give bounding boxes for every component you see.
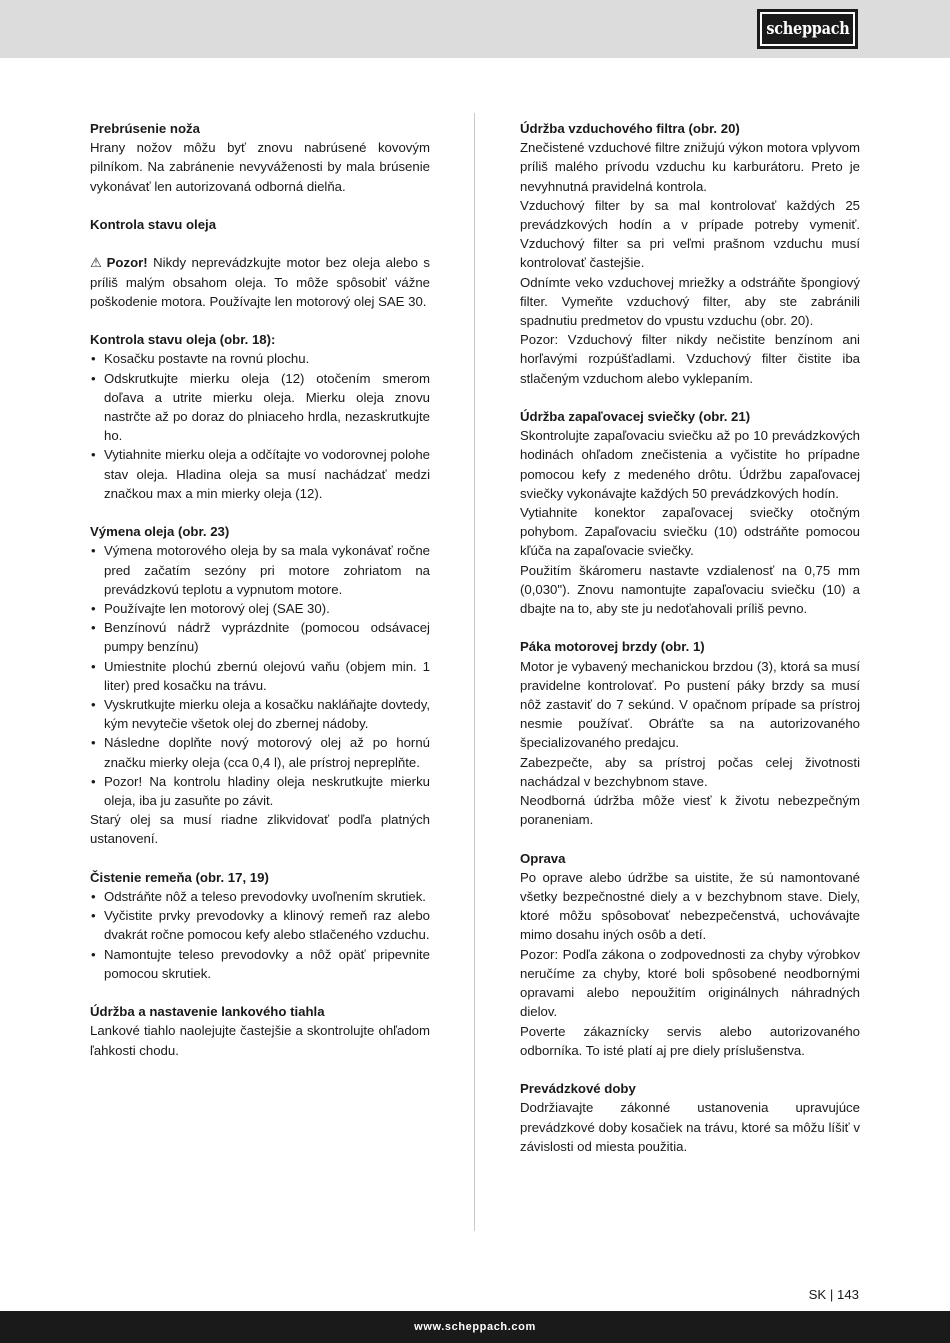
footer-url: www.scheppach.com — [414, 1321, 536, 1333]
section-motor-brake — [520, 637, 860, 829]
list-item: • Vytiahnite mierku oleja a odčítajte vo vodorovnej polohe stav oleja. Hladina oleja sa musí nachádzať medzi značkou max a min mierky oleja (12). — [90, 445, 430, 503]
section-title: Prevádzkové doby — [520, 1081, 636, 1097]
section-title: Údržba a nastavenie lankového tiahla — [90, 1004, 325, 1020]
section-text: Po oprave alebo údržbe sa uistite, že sú namontované všetky bezpečnostné diely a v bezchybnom stave. Diely, ktoré môžu spôsobovať nebezpečenstvá, uchovávajte mimo dosahu iných osôb a detí. — [520, 869, 860, 943]
warning-text — [90, 253, 430, 311]
section-oil-change — [90, 522, 430, 848]
scheppach-logo — [757, 9, 858, 49]
section-text: Neodborná údržba môže viesť k životu nebezpečným poraneniam. — [520, 793, 860, 828]
list-item: • Používajte len motorový olej (SAE 30). — [90, 599, 430, 618]
list-item: • Namontujte teleso prevodovky a nôž opäť pripevnite pomocou skrutiek. — [90, 945, 430, 983]
section-text: Hrany nožov môžu byť znovu nabrúsené kovovým pilníkom. Na zabránenie nevyváženosti by mala brúsenie vykonávať len autorizovaná odborná dielňa. — [90, 140, 430, 194]
section-air-filter — [520, 119, 860, 388]
section-title: Čistenie remeňa (obr. 17, 19) — [90, 869, 269, 885]
section-title: Páka motorovej brzdy (obr. 1) — [520, 639, 705, 655]
section-belt-cleaning — [90, 868, 430, 983]
page-number: SK | 143 — [808, 1287, 859, 1302]
section-title: Kontrola stavu oleja (obr. 18): — [90, 332, 276, 348]
section-spark-plug — [520, 407, 860, 618]
list-item: • Benzínovú nádrž vyprázdnite (pomocou odsávacej pumpy benzínu) — [90, 618, 430, 656]
list-item: • Odstráňte nôž a teleso prevodovky uvoľnením skrutiek. — [90, 887, 430, 906]
list-item: • Pozor! Na kontrolu hladiny oleja neskrutkujte mierku oleja, iba ju zasuňte po závit. — [90, 772, 430, 810]
section-text: Použitím škáromeru nastavte vzdialenosť na 0,75 mm (0,030"). Znovu namontujte zapaľovaciu sviečku (10) a dbajte na to, aby ste ju nedoťahovali príliš pevno. — [520, 562, 860, 617]
bullet-list — [90, 349, 430, 503]
section-text: Pozor: Vzduchový filter nikdy nečistite benzínom ani horľavými rozpúšťadlami. Vzduchový filter čistite iba stlačeným vzduchom alebo vyklepaním. — [520, 332, 860, 386]
section-text: Vytiahnite konektor zapaľovacej sviečky otočným pohybom. Zapaľovaciu sviečku (10) odstráňte pomocou kľúča na zapaľovacie sviečky. — [520, 505, 860, 559]
section-title: Výmena oleja (obr. 23) — [90, 524, 230, 540]
page-footer — [0, 1311, 950, 1343]
bullet-list — [90, 541, 430, 810]
page-header — [0, 0, 950, 58]
warning-triangle-icon: ⚠ — [90, 255, 104, 271]
section-text: Odnímte veko vzduchovej mriežky a odstráňte špongiový filter. Vymeňte vzduchový filter, aby ste zabránili spadnutiu predmetov do vpustu vzduchu (obr. 20). — [520, 274, 860, 329]
section-text: Lankové tiahlo naolejujte častejšie a skontrolujte ohľadom ľahkosti chodu. — [90, 1023, 430, 1058]
section-text: Znečistené vzduchové filtre znižujú výkon motora vplyvom príliš malého prívodu vzduchu ku karburátoru. Preto je nevyhnutná pravidelná kontrola. — [520, 140, 860, 194]
section-oil-level-heading — [90, 215, 430, 234]
list-item: • Následne doplňte nový motorový olej až po hornú značku mierky oleja (cca 0,4 l), ale prístroj nepreplňte. — [90, 733, 430, 771]
section-oil-level-check — [90, 330, 430, 503]
section-cable-maintenance — [90, 1002, 430, 1060]
section-warning — [90, 253, 430, 311]
logo-text: scheppach — [765, 19, 850, 39]
left-column — [90, 119, 430, 1079]
section-text: Vzduchový filter by sa mal kontrolovať každých 25 prevádzkových hodín a v prípade potreby vymeniť. Vzduchový filter sa pri veľmi prašnom vzduchu musí kontrolovať častejšie. — [520, 197, 860, 271]
section-text: Skontrolujte zapaľovaciu sviečku až po 10 prevádzkových hodinách ohľadom znečistenia a vyčistite ho prípadne pomocou kefy z medeného drôtu. Údržbu zapaľovacej sviečky vykonávajte každých 50 prevádzkových hodín. — [520, 428, 860, 501]
column-divider — [474, 113, 475, 1231]
list-item: • Odskrutkujte mierku oleja (12) otočením smerom doľava a utrite mierku oleja. Mierku oleja znovu nastrčte až po doraz do plniaceho hrdla, nezaskrutkujte ho. — [90, 369, 430, 446]
section-title: Kontrola stavu oleja — [90, 217, 217, 232]
section-operating-times — [520, 1079, 860, 1156]
section-title: Oprava — [520, 850, 566, 866]
section-text: Poverte zákaznícky servis alebo autorizovaného odborníka. To isté platí aj pre diely príslušenstva. — [520, 1023, 860, 1058]
section-text: Pozor: Podľa zákona o zodpovednosti za chyby výrobkov neručíme za chyby, ktoré boli spôsobené neodbornými opravami alebo nepoužitím originálnych náhradných dielov. — [520, 946, 860, 1020]
section-title: Prebrúsenie noža — [90, 121, 200, 136]
section-text: Dodržiavajte zákonné ustanovenia upravujúce prevádzkové doby kosačiek na trávu, ktoré sa môžu líšiť v závislosti od miesta použitia. — [520, 1100, 860, 1154]
list-item: • Vyskrutkujte mierku oleja a kosačku nakláňajte dovtedy, kým nevytečie všetok olej do zbernej nádoby. — [90, 695, 430, 733]
warning-body: Nikdy neprevádzkujte motor bez oleja alebo s príliš malým obsahom oleja. To môže spôsobiť vážne poškodenie motora. Používajte len motorový olej SAE 30. — [90, 255, 430, 309]
section-repair — [520, 849, 860, 1060]
section-text: Starý olej sa musí riadne zlikvidovať podľa platných ustanovení. — [90, 812, 430, 847]
section-title: Údržba vzduchového filtra (obr. 20) — [520, 121, 740, 136]
list-item: • Kosačku postavte na rovnú plochu. — [90, 349, 430, 368]
section-knife-sharpening — [90, 119, 430, 196]
right-column — [520, 119, 860, 1175]
section-text: Motor je vybavený mechanickou brzdou (3), ktorá sa musí pravidelne kontrolovať. Po pustení páky brzdy sa musí nôž zastaviť do 7 sekúnd. V opačnom prípade sa prístroj nesmie používať. Obráťte sa na autorizovaného špecializovaného predajcu. — [520, 658, 860, 751]
section-text: Zabezpečte, aby sa prístroj počas celej životnosti nachádzal v bezchybnom stave. — [520, 754, 860, 789]
section-title: Údržba zapaľovacej sviečky (obr. 21) — [520, 409, 751, 425]
bullet-list — [90, 887, 430, 983]
list-item: • Vyčistite prvky prevodovky a klinový remeň raz alebo dvakrát ročne pomocou kefy alebo stlačeného vzduchu. — [90, 906, 430, 944]
list-item: • Umiestnite plochú zbernú olejovú vaňu (objem min. 1 liter) pred kosačku na trávu. — [90, 657, 430, 695]
warning-label: Pozor! — [106, 255, 148, 271]
list-item: • Výmena motorového oleja by sa mala vykonávať ročne pred začatím sezóny pri motore zohriatom na prevádzkovú teplotu a vypnutom motore. — [90, 541, 430, 599]
